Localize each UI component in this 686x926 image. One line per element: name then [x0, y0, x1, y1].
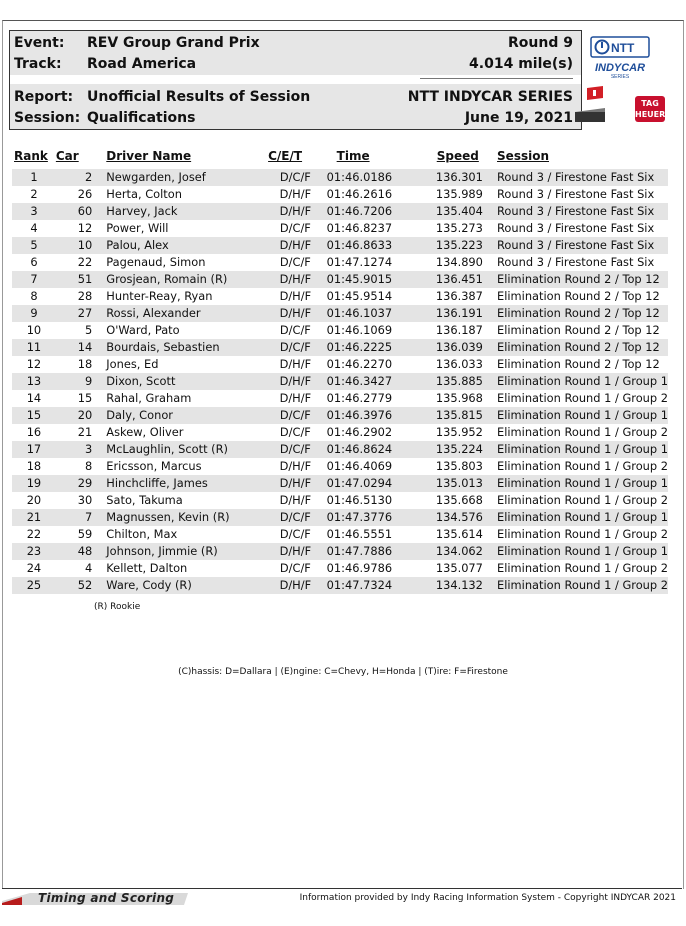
table-row: [12, 543, 668, 560]
table-row: [12, 271, 668, 288]
cell-speed: 136.191: [426, 305, 493, 322]
table-row: [12, 254, 668, 271]
cell-session: Elimination Round 1 / Group 2: [497, 425, 668, 439]
cell-rank: 25: [12, 577, 56, 594]
cell-cet: D/H/F: [268, 271, 323, 288]
cell-car: 51: [56, 271, 106, 288]
cell-time: 01:46.2779: [326, 391, 393, 405]
cell-speed: 134.576: [426, 509, 493, 526]
cell-time: 01:46.2902: [326, 425, 393, 439]
table-row: [12, 237, 668, 254]
header-divider: [420, 78, 573, 79]
cell-car: 27: [56, 305, 106, 322]
cell-rank: 19: [12, 475, 56, 492]
track-distance: 4.014 mile(s): [469, 56, 573, 72]
cell-rank: 8: [30, 289, 38, 303]
cell-cet: D/H/F: [279, 289, 312, 303]
col-header-speed: Speed: [436, 149, 479, 163]
cell-speed: 135.989: [435, 187, 483, 201]
cell-session: Elimination Round 1 / Group 1: [493, 475, 668, 492]
cell-driver-name: Daly, Conor: [106, 407, 268, 424]
cell-rank: 7: [12, 271, 56, 288]
table-row: [12, 356, 668, 373]
indycar-logo-text: INDYCAR: [594, 62, 646, 74]
cell-cet: D/H/F: [268, 373, 323, 390]
cell-speed: 135.952: [435, 425, 483, 439]
cell-cet: D/H/F: [268, 543, 323, 560]
cell-cet: D/C/F: [268, 339, 323, 356]
cell-rank: 23: [12, 543, 56, 560]
cell-cet: D/C/F: [268, 169, 323, 186]
table-row: [12, 407, 668, 424]
cell-speed: 135.668: [435, 493, 483, 507]
table-header-row: [12, 149, 668, 169]
cell-cet: D/H/F: [279, 357, 312, 371]
cell-time: 01:47.7886: [323, 543, 426, 560]
tag-heuer-logo: [635, 96, 665, 122]
ntt-indycar-logo: [589, 35, 651, 81]
timing-scoring-logo: [2, 891, 192, 907]
cell-rank: 10: [26, 323, 42, 337]
cell-speed: 136.033: [435, 357, 483, 371]
cell-driver-name: Harvey, Jack: [106, 203, 268, 220]
cell-session: Elimination Round 1 / Group 2: [493, 577, 668, 594]
col-header-rank: Rank: [14, 149, 48, 163]
cell-rank: 1: [12, 169, 56, 186]
cell-driver-name: Ware, Cody (R): [106, 577, 268, 594]
table-row: [12, 288, 668, 305]
table-row: [12, 475, 668, 492]
cell-rank: 13: [12, 373, 56, 390]
cell-time: 01:47.3776: [323, 509, 426, 526]
table-row: [12, 186, 668, 203]
cell-session: Elimination Round 2 / Top 12: [493, 271, 668, 288]
cell-driver-name: O'Ward, Pato: [106, 323, 180, 337]
cell-driver-name: Jones, Ed: [106, 357, 159, 371]
cell-rank: 20: [26, 493, 42, 507]
cell-car: 22: [77, 255, 93, 269]
report-label: Report:: [14, 89, 74, 105]
track-value: Road America: [87, 56, 197, 72]
col-header-cet: C/E/T: [268, 149, 303, 163]
cell-driver-name: Hinchcliffe, James: [106, 475, 268, 492]
cell-car: 5: [85, 323, 93, 337]
cell-session: Elimination Round 1 / Group 2: [497, 527, 668, 541]
cell-driver-name: Rahal, Graham: [106, 391, 192, 405]
cell-cet: D/H/F: [279, 493, 312, 507]
cell-driver-name: Johnson, Jimmie (R): [106, 543, 268, 560]
session-label: Session:: [14, 110, 81, 126]
cell-car: 28: [77, 289, 93, 303]
cell-session: Round 3 / Firestone Fast Six: [493, 169, 668, 186]
cell-time: 01:47.0294: [323, 475, 426, 492]
cell-cet: D/H/F: [279, 187, 312, 201]
results-table: [12, 149, 668, 594]
cell-speed: 136.387: [435, 289, 483, 303]
cell-session: Round 3 / Firestone Fast Six: [493, 203, 668, 220]
cell-session: Elimination Round 2 / Top 12: [497, 323, 660, 337]
cell-session: Elimination Round 1 / Group 1: [493, 441, 668, 458]
cell-speed: 135.803: [435, 459, 483, 473]
cell-driver-name: Ericsson, Marcus: [106, 459, 202, 473]
cell-car: 10: [56, 237, 106, 254]
cell-session: Elimination Round 1 / Group 2: [497, 493, 668, 507]
col-header-session: Session: [497, 149, 549, 163]
tag-logo-line1: TAG: [641, 99, 659, 108]
cell-driver-name: Magnussen, Kevin (R): [106, 509, 268, 526]
col-header-driver: Driver Name: [106, 149, 192, 163]
cell-car: 8: [85, 459, 93, 473]
cell-rank: 18: [26, 459, 42, 473]
cell-time: 01:46.5551: [326, 527, 393, 541]
cell-driver-name: Bourdais, Sebastien: [106, 339, 268, 356]
cell-rank: 24: [26, 561, 42, 575]
cell-rank: 21: [12, 509, 56, 526]
cell-cet: D/H/F: [268, 577, 323, 594]
cell-speed: 135.404: [426, 203, 493, 220]
cell-session: Elimination Round 2 / Top 12: [497, 357, 660, 371]
cell-speed: 135.273: [435, 221, 483, 235]
cell-time: 01:46.1069: [326, 323, 393, 337]
tag-logo-line2: HEUER: [635, 110, 666, 119]
cell-driver-name: Askew, Oliver: [106, 425, 184, 439]
cell-driver-name: Power, Will: [106, 221, 169, 235]
series-name: NTT INDYCAR SERIES: [407, 89, 573, 105]
cell-speed: 136.187: [435, 323, 483, 337]
cell-cet: D/C/F: [268, 441, 323, 458]
cell-car: 12: [77, 221, 93, 235]
timing-logo-text: Timing and Scoring: [38, 891, 175, 905]
cell-session: Elimination Round 2 / Top 12: [493, 305, 668, 322]
cell-speed: 136.301: [426, 169, 493, 186]
cell-cet: D/H/F: [268, 475, 323, 492]
footer-divider: [2, 888, 682, 889]
cell-car: 18: [77, 357, 93, 371]
cell-speed: 135.815: [426, 407, 493, 424]
cell-time: 01:46.2616: [326, 187, 393, 201]
cell-rank: 17: [12, 441, 56, 458]
cell-time: 01:46.9786: [326, 561, 393, 575]
cell-time: 01:46.3976: [323, 407, 426, 424]
cell-cet: D/H/F: [279, 391, 312, 405]
cell-session: Elimination Round 1 / Group 1: [493, 509, 668, 526]
copyright-text: Information provided by Indy Racing Information System - Copyright INDYCAR 2021: [299, 893, 676, 903]
cell-car: 14: [56, 339, 106, 356]
cell-driver-name: Hunter-Reay, Ryan: [106, 289, 213, 303]
cell-time: 01:46.2270: [326, 357, 393, 371]
cell-car: 29: [56, 475, 106, 492]
table-row: [12, 373, 668, 390]
sponsor-logos: [583, 30, 669, 128]
table-row: [12, 492, 668, 509]
table-row: [12, 577, 668, 594]
round-number: Round 9: [508, 35, 573, 51]
cell-rank: 12: [26, 357, 42, 371]
indycar-flag-icon: [573, 82, 613, 128]
col-header-time: Time: [336, 149, 370, 163]
cell-cet: D/C/F: [268, 407, 323, 424]
cell-time: 01:46.7206: [323, 203, 426, 220]
cell-time: 01:45.9514: [326, 289, 393, 303]
table-row: [12, 458, 668, 475]
cell-driver-name: Newgarden, Josef: [106, 169, 268, 186]
cell-time: 01:46.8237: [326, 221, 393, 235]
table-row: [12, 509, 668, 526]
cell-cet: D/H/F: [268, 203, 323, 220]
cell-car: 21: [77, 425, 93, 439]
cell-cet: D/C/F: [268, 509, 323, 526]
cell-driver-name: Kellett, Dalton: [106, 561, 188, 575]
cell-session: Elimination Round 1 / Group 2: [497, 391, 668, 405]
cell-cet: D/C/F: [279, 221, 311, 235]
cell-cet: D/H/F: [279, 459, 312, 473]
session-date: June 19, 2021: [464, 110, 573, 126]
cell-session: Round 3 / Firestone Fast Six: [493, 237, 668, 254]
cell-driver-name: Dixon, Scott: [106, 373, 268, 390]
col-header-car: Car: [55, 149, 79, 163]
table-row: [12, 322, 668, 339]
session-value: Qualifications: [87, 110, 196, 126]
cell-driver-name: Herta, Colton: [106, 187, 182, 201]
cell-rank: 6: [30, 255, 38, 269]
cell-time: 01:46.8624: [323, 441, 426, 458]
cell-driver-name: Sato, Takuma: [106, 493, 183, 507]
table-row: [12, 526, 668, 543]
event-value: REV Group Grand Prix: [87, 35, 260, 51]
cell-car: 59: [77, 527, 93, 541]
cell-session: Elimination Round 2 / Top 12: [493, 339, 668, 356]
table-row: [12, 390, 668, 407]
cell-cet: D/H/F: [268, 305, 323, 322]
cell-car: 15: [77, 391, 93, 405]
cell-car: 7: [56, 509, 106, 526]
report-value: Unofficial Results of Session: [87, 89, 311, 105]
track-label: Track:: [14, 56, 62, 72]
cell-rank: 14: [26, 391, 42, 405]
cell-rank: 4: [30, 221, 38, 235]
cell-time: 01:46.1037: [323, 305, 426, 322]
cell-driver-name: Pagenaud, Simon: [106, 255, 206, 269]
cell-cet: D/C/F: [279, 527, 311, 541]
cell-rank: 15: [12, 407, 56, 424]
table-row: [12, 203, 668, 220]
cell-time: 01:46.0186: [323, 169, 426, 186]
event-label: Event:: [14, 35, 65, 51]
cell-car: 2: [56, 169, 106, 186]
cell-cet: D/C/F: [279, 561, 311, 575]
series-logo-text: SERIES: [610, 74, 630, 80]
cell-driver-name: Palou, Alex: [106, 237, 268, 254]
cell-session: Elimination Round 2 / Top 12: [497, 289, 660, 303]
cell-speed: 135.968: [435, 391, 483, 405]
cell-session: Round 3 / Firestone Fast Six: [497, 187, 655, 201]
table-row: [12, 424, 668, 441]
cell-car: 20: [56, 407, 106, 424]
cell-time: 01:46.4069: [326, 459, 393, 473]
cell-time: 01:46.3427: [323, 373, 426, 390]
cell-rank: 16: [26, 425, 42, 439]
cell-speed: 135.223: [426, 237, 493, 254]
cell-speed: 135.614: [435, 527, 483, 541]
cell-car: 60: [56, 203, 106, 220]
cell-rank: 9: [12, 305, 56, 322]
cell-rank: 3: [12, 203, 56, 220]
rookie-note: (R) Rookie: [94, 602, 141, 612]
cell-car: 4: [85, 561, 93, 575]
table-row: [12, 169, 668, 186]
cell-car: 48: [56, 543, 106, 560]
cell-car: 26: [77, 187, 93, 201]
cell-car: 52: [56, 577, 106, 594]
cell-session: Round 3 / Firestone Fast Six: [497, 221, 655, 235]
cell-speed: 136.451: [426, 271, 493, 288]
cell-rank: 5: [12, 237, 56, 254]
cell-rank: 2: [30, 187, 38, 201]
cell-speed: 134.890: [435, 255, 483, 269]
cell-car: 30: [77, 493, 93, 507]
cell-time: 01:46.5130: [326, 493, 393, 507]
table-row: [12, 220, 668, 237]
cell-session: Elimination Round 1 / Group 2: [497, 561, 668, 575]
cell-time: 01:47.7324: [323, 577, 426, 594]
cell-speed: 135.224: [426, 441, 493, 458]
cell-speed: 135.885: [426, 373, 493, 390]
cell-time: 01:45.9015: [323, 271, 426, 288]
cell-cet: D/H/F: [268, 237, 323, 254]
table-row: [12, 305, 668, 322]
table-row: [12, 441, 668, 458]
cell-driver-name: Grosjean, Romain (R): [106, 271, 268, 288]
table-row: [12, 560, 668, 577]
cell-rank: 11: [12, 339, 56, 356]
cell-time: 01:47.1274: [326, 255, 393, 269]
table-row: [12, 339, 668, 356]
cell-session: Elimination Round 1 / Group 2: [497, 459, 668, 473]
cell-car: 9: [56, 373, 106, 390]
cell-speed: 135.013: [426, 475, 493, 492]
cell-session: Elimination Round 1 / Group 1: [493, 543, 668, 560]
cell-cet: D/C/F: [279, 255, 311, 269]
cell-session: Elimination Round 1 / Group 1: [493, 407, 668, 424]
cell-speed: 134.062: [426, 543, 493, 560]
cell-session: Round 3 / Firestone Fast Six: [497, 255, 655, 269]
cell-driver-name: McLaughlin, Scott (R): [106, 441, 268, 458]
cell-speed: 136.039: [426, 339, 493, 356]
cell-car: 3: [56, 441, 106, 458]
ntt-logo-text: NTT: [611, 41, 635, 55]
cell-session: Elimination Round 1 / Group 1: [493, 373, 668, 390]
cell-driver-name: Rossi, Alexander: [106, 305, 268, 322]
cell-time: 01:46.2225: [323, 339, 426, 356]
session-header-box: [9, 30, 582, 130]
cell-speed: 135.077: [435, 561, 483, 575]
legend-note: (C)hassis: D=Dallara | (E)ngine: C=Chevy, H=Honda | (T)ire: F=Firestone: [178, 667, 508, 677]
cell-cet: D/C/F: [279, 425, 311, 439]
cell-driver-name: Chilton, Max: [106, 527, 178, 541]
cell-rank: 22: [26, 527, 42, 541]
cell-time: 01:46.8633: [323, 237, 426, 254]
cell-speed: 134.132: [426, 577, 493, 594]
cell-cet: D/C/F: [279, 323, 311, 337]
